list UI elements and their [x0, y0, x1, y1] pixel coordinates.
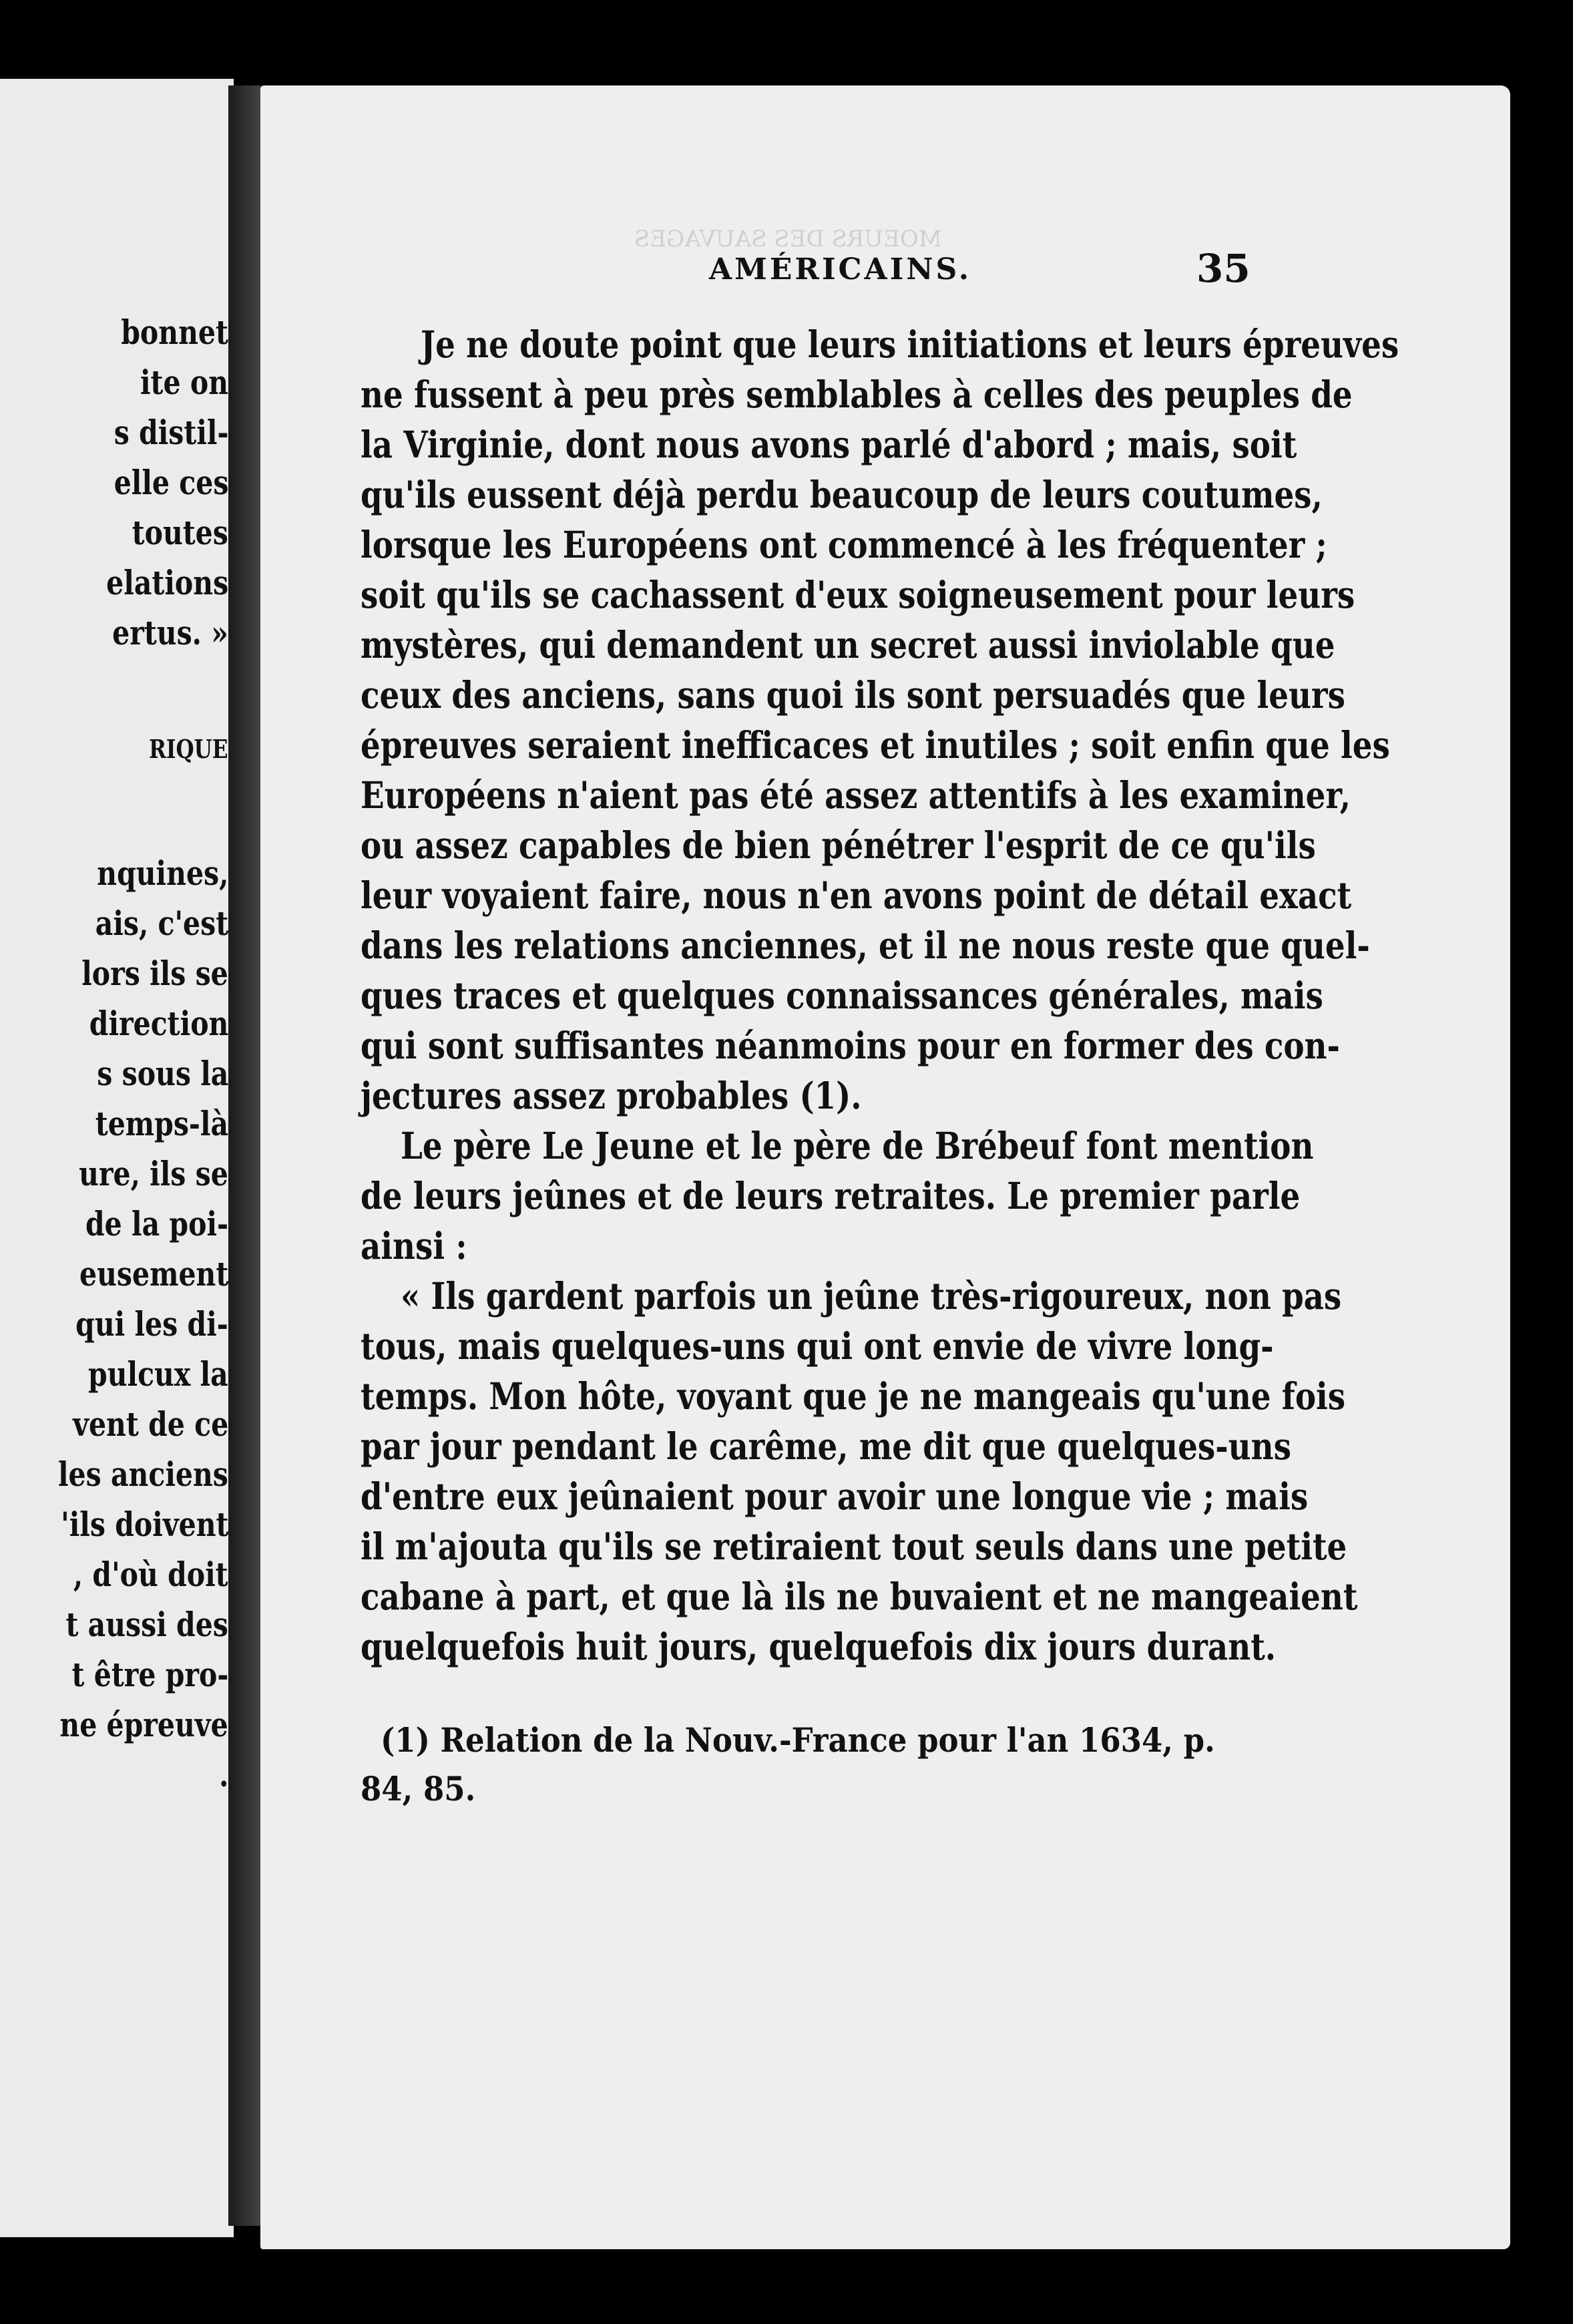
body-line: Je ne doute point que leurs initiations et leurs épreuves	[421, 323, 1399, 366]
left-page-line: t être pro-	[71, 1655, 228, 1694]
footnote-line: 84, 85.	[361, 1769, 476, 1808]
left-page-line: toutes	[132, 513, 228, 552]
body-line: cabane à part, et que là ils ne buvaient et ne mangeaient	[361, 1575, 1358, 1618]
left-page-line: ite on	[140, 363, 228, 402]
left-page-line: bonnet	[121, 313, 228, 352]
body-line: quelquefois huit jours, quelquefois dix jours durant.	[361, 1625, 1277, 1668]
left-page-line: vent de ce	[72, 1404, 228, 1444]
body-line: leur voyaient faire, nous n'en avons point de détail exact	[361, 874, 1352, 917]
body-line: ques traces et quelques connaissances générales, mais	[361, 974, 1323, 1017]
left-page-line: t aussi des	[65, 1605, 228, 1644]
body-line: ou assez capables de bien pénétrer l'esprit de ce qu'ils	[361, 823, 1316, 867]
body-line: d'entre eux jeûnaient pour avoir une longue vie ; mais	[361, 1475, 1309, 1518]
left-page-line: elations	[106, 563, 228, 602]
body-line: jectures assez probables (1).	[361, 1074, 862, 1117]
body-line: ne fussent à peu près semblables à celles des peuples de	[361, 373, 1353, 416]
body-line: Le père Le Jeune et le père de Brébeuf font mention	[401, 1124, 1314, 1167]
body-line: temps. Mon hôte, voyant que je ne mangeais qu'une fois	[361, 1374, 1346, 1418]
left-page-line: .	[218, 1755, 228, 1794]
body-line: soit qu'ils se cachassent d'eux soigneusement pour leurs	[361, 573, 1355, 616]
body-line: ainsi :	[361, 1224, 467, 1268]
body-line: épreuves seraient inefficaces et inutiles ; soit enfin que les	[361, 723, 1390, 767]
body-line: mystères, qui demandent un secret aussi inviolable que	[361, 623, 1335, 666]
left-page-line: elle ces	[114, 463, 228, 502]
left-page-line: nquines,	[96, 853, 228, 893]
body-line: qui sont suffisantes néanmoins pour en former des con-	[361, 1024, 1340, 1067]
left-page-line: les anciens	[58, 1455, 228, 1494]
left-page-line: ais, c'est	[95, 904, 228, 943]
left-page-line: ure, ils se	[79, 1154, 228, 1193]
body-line: Européens n'aient pas été assez attentifs à les examiner,	[361, 773, 1351, 817]
left-page-line: ne épreuve	[59, 1705, 228, 1744]
left-page-line: ertus. »	[112, 613, 228, 652]
left-page-line: direction	[89, 1004, 228, 1043]
body-line: il m'ajouta qu'ils se retiraient tout seuls dans une petite	[361, 1525, 1347, 1568]
body-line: de leurs jeûnes et de leurs retraites. Le premier parle	[361, 1174, 1301, 1217]
body-line: qu'ils eussent déjà perdu beaucoup de leurs coutumes,	[361, 473, 1323, 516]
left-page-line: pulcux la	[88, 1354, 228, 1394]
left-page-line: , d'où doit	[73, 1555, 228, 1594]
body-line: ceux des anciens, sans quoi ils sont persuadés que leurs	[361, 673, 1345, 717]
left-page-line: temps-là	[95, 1104, 228, 1143]
footnote-line: (1) Relation de la Nouv.-France pour l'an 1634, p.	[381, 1720, 1215, 1760]
body-line: tous, mais quelques-uns qui ont envie de vivre long-	[361, 1324, 1274, 1368]
book-page	[260, 85, 1510, 2249]
running-header: AMÉRICAINS.	[709, 252, 972, 286]
left-page-line: de la poi-	[85, 1204, 228, 1243]
left-page-line: eusement	[79, 1254, 228, 1294]
left-page-heading: RIQUE	[149, 734, 228, 764]
body-line: dans les relations anciennes, et il ne nous reste que quel-	[361, 924, 1370, 967]
page-number: 35	[1196, 246, 1251, 291]
left-page-fragment	[0, 79, 234, 2237]
body-line: la Virginie, dont nous avons parlé d'abord ; mais, soit	[361, 423, 1297, 466]
left-page-line: s distil-	[114, 413, 228, 452]
left-page-line: lors ils se	[81, 954, 228, 993]
body-line: lorsque les Européens ont commencé à les fréquenter ;	[361, 523, 1327, 566]
left-page-line: qui les di-	[75, 1304, 228, 1344]
bleed-through-text: MOEURS DES SAUVAGES	[634, 226, 942, 252]
body-line: « Ils gardent parfois un jeûne très-rigoureux, non pas	[401, 1274, 1342, 1318]
body-line: par jour pendant le carême, me dit que quelques-uns	[361, 1424, 1291, 1468]
left-page-line: 'ils doivent	[60, 1505, 228, 1544]
left-page-line: s sous la	[96, 1054, 228, 1093]
